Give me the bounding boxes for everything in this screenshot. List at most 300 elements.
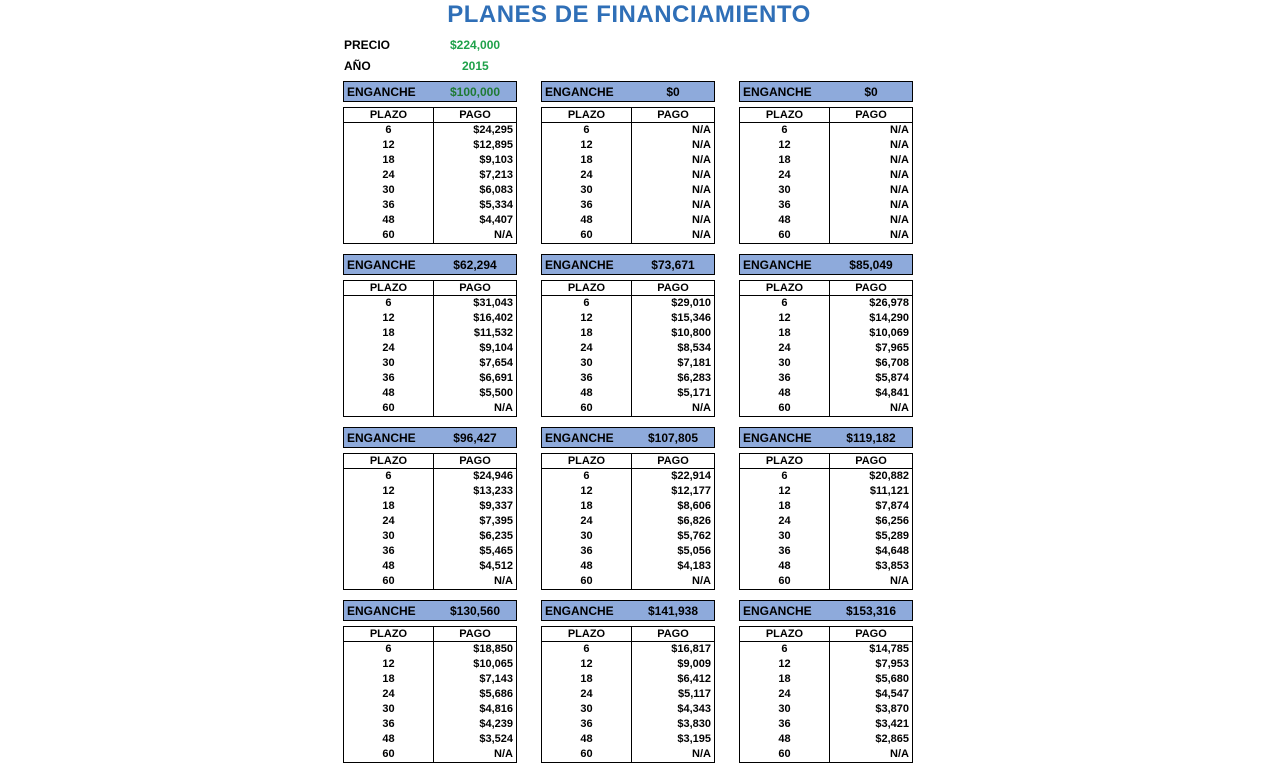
table-row <box>344 168 516 183</box>
price-value: $224,000 <box>450 38 501 52</box>
plazo-cell: 60 <box>740 747 830 762</box>
page-title: PLANES DE FINANCIAMIENTO <box>447 1 811 28</box>
pago-header: PAGO <box>855 282 887 294</box>
table-header <box>344 454 516 469</box>
table-row <box>740 386 912 401</box>
enganche-label: ENGANCHE <box>545 603 614 618</box>
enganche-label: ENGANCHE <box>743 603 812 618</box>
pago-cell: $7,654 <box>479 357 513 369</box>
plazo-cell: 36 <box>344 544 434 559</box>
table-row <box>344 732 516 747</box>
table-row <box>344 198 516 213</box>
table-header <box>542 454 714 469</box>
plazo-cell: 24 <box>344 168 434 183</box>
plazo-cell: 18 <box>344 672 434 687</box>
pago-cell: N/A <box>692 402 711 414</box>
enganche-amount: $119,182 <box>846 430 896 445</box>
table-row <box>740 356 912 371</box>
plazo-cell: 36 <box>542 198 632 213</box>
pago-cell: $31,043 <box>473 297 513 309</box>
plazo-cell: 60 <box>542 401 632 416</box>
financing-plan <box>739 254 913 417</box>
enganche-amount: $141,938 <box>647 603 699 618</box>
plazo-cell: 18 <box>740 326 830 341</box>
pago-cell: $6,708 <box>875 357 909 369</box>
plan-header <box>541 600 715 621</box>
year-label: AÑO <box>344 59 371 73</box>
plazo-cell: 48 <box>740 559 830 574</box>
pago-cell: $11,121 <box>869 485 909 497</box>
table-row <box>740 657 912 672</box>
financing-plan <box>343 427 517 590</box>
table-row <box>542 732 714 747</box>
pago-cell: N/A <box>692 199 711 211</box>
pago-cell: $9,009 <box>677 658 711 670</box>
pago-cell: $14,785 <box>869 643 909 655</box>
plazo-cell: 24 <box>542 168 632 183</box>
pago-cell: N/A <box>692 575 711 587</box>
pago-cell: $7,213 <box>479 169 513 181</box>
table-row <box>740 183 912 198</box>
plan-header <box>343 427 517 448</box>
table-row <box>740 198 912 213</box>
plazo-cell: 18 <box>344 153 434 168</box>
table-row <box>542 228 714 243</box>
financing-plan <box>541 600 715 763</box>
plazo-cell: 12 <box>344 657 434 672</box>
table-row <box>542 123 714 138</box>
pago-cell: N/A <box>890 229 909 241</box>
plazo-cell: 12 <box>740 311 830 326</box>
financing-plan <box>541 254 715 417</box>
table-row <box>542 574 714 589</box>
pago-cell: $9,337 <box>479 500 513 512</box>
table-row <box>344 371 516 386</box>
plazo-cell: 6 <box>740 296 830 311</box>
table-header <box>740 627 912 642</box>
plazo-cell: 12 <box>542 138 632 153</box>
table-row <box>542 168 714 183</box>
plazo-cell: 30 <box>542 356 632 371</box>
plazo-cell: 6 <box>542 123 632 138</box>
plazo-cell: 6 <box>344 642 434 657</box>
table-header <box>344 627 516 642</box>
plan-header <box>739 81 913 102</box>
enganche-amount: $62,294 <box>453 257 497 272</box>
plan-header <box>541 427 715 448</box>
pago-cell: $5,680 <box>875 673 909 685</box>
table-row <box>344 138 516 153</box>
table-row <box>344 702 516 717</box>
pago-cell: N/A <box>692 214 711 226</box>
table-row <box>542 499 714 514</box>
table-row <box>740 717 912 732</box>
pago-cell: $3,830 <box>677 718 711 730</box>
payment-table <box>739 626 913 763</box>
payment-table <box>739 107 913 244</box>
enganche-amount: $100,000 <box>449 84 501 99</box>
plazo-header: PLAZO <box>344 108 434 122</box>
plazo-cell: 18 <box>740 672 830 687</box>
pago-cell: $29,010 <box>671 297 711 309</box>
table-row <box>740 529 912 544</box>
table-row <box>344 544 516 559</box>
plazo-cell: 12 <box>344 138 434 153</box>
pago-cell: $20,882 <box>869 470 909 482</box>
plazo-cell: 12 <box>344 311 434 326</box>
plazo-header: PLAZO <box>344 281 434 295</box>
plazo-cell: 30 <box>740 356 830 371</box>
plazo-cell: 24 <box>344 687 434 702</box>
plazo-cell: 48 <box>344 213 434 228</box>
plazo-cell: 6 <box>740 642 830 657</box>
plazo-cell: 48 <box>740 213 830 228</box>
pago-cell: $5,874 <box>875 372 909 384</box>
table-row <box>344 529 516 544</box>
plazo-cell: 18 <box>542 326 632 341</box>
pago-cell: $5,117 <box>677 688 711 700</box>
plazo-header: PLAZO <box>542 108 632 122</box>
table-row <box>344 574 516 589</box>
pago-cell: N/A <box>890 169 909 181</box>
plazo-cell: 30 <box>542 529 632 544</box>
plan-header <box>343 254 517 275</box>
enganche-label: ENGANCHE <box>743 430 812 445</box>
table-row <box>740 484 912 499</box>
plan-header <box>343 81 517 102</box>
plazo-cell: 12 <box>542 311 632 326</box>
plazo-cell: 60 <box>740 574 830 589</box>
table-row <box>344 747 516 762</box>
plazo-cell: 60 <box>740 401 830 416</box>
table-row <box>740 138 912 153</box>
plazo-cell: 18 <box>542 672 632 687</box>
pago-cell: $6,283 <box>677 372 711 384</box>
table-header <box>344 108 516 123</box>
pago-cell: N/A <box>890 154 909 166</box>
table-row <box>542 559 714 574</box>
table-row <box>542 529 714 544</box>
plazo-cell: 30 <box>740 183 830 198</box>
plazo-cell: 24 <box>740 514 830 529</box>
pago-cell: N/A <box>494 748 513 760</box>
financing-plan <box>541 427 715 590</box>
plazo-header: PLAZO <box>542 281 632 295</box>
plazo-cell: 48 <box>740 386 830 401</box>
pago-header: PAGO <box>459 282 491 294</box>
table-row <box>740 401 912 416</box>
plazo-cell: 30 <box>344 529 434 544</box>
financing-plan <box>343 254 517 417</box>
pago-cell: $2,865 <box>875 733 909 745</box>
table-row <box>740 296 912 311</box>
table-row <box>344 559 516 574</box>
table-header <box>542 627 714 642</box>
pago-cell: N/A <box>890 184 909 196</box>
table-row <box>542 642 714 657</box>
table-row <box>542 469 714 484</box>
pago-cell: N/A <box>890 575 909 587</box>
payment-table <box>541 453 715 590</box>
table-row <box>344 672 516 687</box>
pago-header: PAGO <box>657 282 689 294</box>
enganche-amount: $0 <box>864 84 878 99</box>
plazo-cell: 30 <box>344 702 434 717</box>
table-row <box>542 213 714 228</box>
table-row <box>344 514 516 529</box>
table-row <box>344 484 516 499</box>
plazo-cell: 18 <box>542 153 632 168</box>
payment-table <box>739 453 913 590</box>
pago-cell: $26,978 <box>869 297 909 309</box>
payment-table <box>343 626 517 763</box>
pago-header: PAGO <box>855 628 887 640</box>
table-row <box>344 642 516 657</box>
payment-table <box>343 107 517 244</box>
pago-cell: $12,177 <box>671 485 711 497</box>
plazo-cell: 6 <box>542 296 632 311</box>
table-row <box>542 356 714 371</box>
plazo-cell: 60 <box>344 401 434 416</box>
table-header <box>740 108 912 123</box>
table-row <box>542 153 714 168</box>
plazo-cell: 48 <box>542 213 632 228</box>
pago-cell: $3,524 <box>479 733 513 745</box>
plazo-cell: 6 <box>542 469 632 484</box>
payment-table <box>343 280 517 417</box>
price-label: PRECIO <box>344 38 391 52</box>
payment-table <box>739 280 913 417</box>
plazo-cell: 30 <box>740 702 830 717</box>
pago-header: PAGO <box>459 109 491 121</box>
plazo-header: PLAZO <box>740 454 830 468</box>
pago-cell: N/A <box>494 229 513 241</box>
table-row <box>542 747 714 762</box>
plazo-header: PLAZO <box>542 454 632 468</box>
table-row <box>542 296 714 311</box>
pago-cell: N/A <box>692 154 711 166</box>
table-row <box>344 499 516 514</box>
plazo-header: PLAZO <box>740 281 830 295</box>
table-row <box>542 183 714 198</box>
pago-cell: N/A <box>890 402 909 414</box>
enganche-label: ENGANCHE <box>743 257 812 272</box>
pago-cell: $13,233 <box>473 485 513 497</box>
plazo-cell: 48 <box>344 732 434 747</box>
pago-cell: $16,402 <box>473 312 513 324</box>
plazo-cell: 60 <box>542 747 632 762</box>
table-row <box>344 213 516 228</box>
pago-cell: $9,104 <box>479 342 513 354</box>
plazo-cell: 6 <box>542 642 632 657</box>
plan-header <box>541 81 715 102</box>
plazo-cell: 24 <box>740 168 830 183</box>
year-value: 2015 <box>462 59 489 73</box>
pago-cell: N/A <box>890 214 909 226</box>
plazo-cell: 30 <box>344 183 434 198</box>
table-row <box>344 311 516 326</box>
table-row <box>542 401 714 416</box>
pago-cell: $6,256 <box>875 515 909 527</box>
enganche-label: ENGANCHE <box>545 430 614 445</box>
table-row <box>740 326 912 341</box>
pago-cell: N/A <box>890 748 909 760</box>
table-row <box>542 138 714 153</box>
plazo-cell: 6 <box>344 469 434 484</box>
plazo-header: PLAZO <box>344 627 434 641</box>
table-row <box>542 341 714 356</box>
plan-header <box>739 600 913 621</box>
table-row <box>740 559 912 574</box>
pago-cell: $7,965 <box>875 342 909 354</box>
plazo-cell: 36 <box>542 544 632 559</box>
plazo-cell: 12 <box>740 484 830 499</box>
plazo-cell: 12 <box>542 484 632 499</box>
table-row <box>740 123 912 138</box>
table-row <box>542 672 714 687</box>
table-row <box>542 717 714 732</box>
plazo-cell: 24 <box>542 514 632 529</box>
pago-header: PAGO <box>459 455 491 467</box>
table-row <box>740 311 912 326</box>
plan-header <box>343 600 517 621</box>
pago-header: PAGO <box>459 628 491 640</box>
pago-cell: $7,953 <box>875 658 909 670</box>
pago-cell: $3,195 <box>677 733 711 745</box>
pago-cell: $24,295 <box>473 124 513 136</box>
plan-header <box>739 254 913 275</box>
plazo-cell: 48 <box>542 559 632 574</box>
plazo-cell: 36 <box>344 371 434 386</box>
enganche-label: ENGANCHE <box>743 84 812 99</box>
pago-cell: $14,290 <box>869 312 909 324</box>
pago-header: PAGO <box>855 109 887 121</box>
pago-cell: N/A <box>890 124 909 136</box>
pago-cell: $3,421 <box>875 718 909 730</box>
table-row <box>344 153 516 168</box>
plazo-cell: 24 <box>344 341 434 356</box>
pago-cell: N/A <box>494 402 513 414</box>
table-row <box>542 702 714 717</box>
table-row <box>740 732 912 747</box>
plazo-cell: 60 <box>542 228 632 243</box>
pago-cell: $5,686 <box>479 688 513 700</box>
enganche-label: ENGANCHE <box>347 603 416 618</box>
table-row <box>740 702 912 717</box>
plan-header <box>541 254 715 275</box>
table-row <box>740 514 912 529</box>
enganche-amount: $153,316 <box>845 603 897 618</box>
table-row <box>542 484 714 499</box>
table-row <box>542 687 714 702</box>
pago-cell: $22,914 <box>671 470 711 482</box>
enganche-label: ENGANCHE <box>347 430 416 445</box>
table-row <box>542 198 714 213</box>
pago-cell: $6,691 <box>479 372 513 384</box>
pago-cell: N/A <box>692 184 711 196</box>
plazo-header: PLAZO <box>740 108 830 122</box>
enganche-amount: $85,049 <box>849 257 893 272</box>
plazo-cell: 18 <box>542 499 632 514</box>
pago-header: PAGO <box>657 628 689 640</box>
financing-plan <box>739 81 913 244</box>
table-row <box>740 341 912 356</box>
table-row <box>344 717 516 732</box>
plazo-cell: 36 <box>740 371 830 386</box>
pago-cell: $6,826 <box>677 515 711 527</box>
payment-table <box>541 280 715 417</box>
pago-cell: N/A <box>692 139 711 151</box>
table-row <box>542 386 714 401</box>
pago-cell: $10,065 <box>473 658 513 670</box>
pago-cell: $15,346 <box>671 312 711 324</box>
payment-table <box>541 626 715 763</box>
plazo-cell: 36 <box>542 717 632 732</box>
pago-cell: $4,183 <box>677 560 711 572</box>
plazo-cell: 6 <box>344 123 434 138</box>
table-row <box>542 514 714 529</box>
pago-cell: $6,083 <box>479 184 513 196</box>
plazo-cell: 24 <box>740 341 830 356</box>
payment-table <box>541 107 715 244</box>
plazo-header: PLAZO <box>542 627 632 641</box>
financing-plan <box>343 600 517 763</box>
plazo-cell: 18 <box>344 326 434 341</box>
financing-plan <box>541 81 715 244</box>
pago-cell: $5,465 <box>479 545 513 557</box>
financing-plan <box>739 427 913 590</box>
pago-cell: $4,239 <box>479 718 513 730</box>
table-row <box>344 469 516 484</box>
table-row <box>740 213 912 228</box>
plan-header <box>739 427 913 448</box>
plazo-cell: 36 <box>344 198 434 213</box>
table-row <box>344 183 516 198</box>
table-row <box>740 153 912 168</box>
table-row <box>344 356 516 371</box>
pago-cell: N/A <box>692 169 711 181</box>
table-header <box>542 108 714 123</box>
plazo-cell: 12 <box>344 484 434 499</box>
enganche-label: ENGANCHE <box>347 84 416 99</box>
pago-cell: $4,407 <box>479 214 513 226</box>
pago-cell: $5,056 <box>677 545 711 557</box>
plazo-cell: 48 <box>344 559 434 574</box>
plazo-cell: 24 <box>344 514 434 529</box>
financing-plan <box>343 81 517 244</box>
plazo-cell: 36 <box>740 544 830 559</box>
table-row <box>344 341 516 356</box>
pago-cell: $6,235 <box>479 530 513 542</box>
plazo-cell: 18 <box>344 499 434 514</box>
pago-cell: $5,500 <box>479 387 513 399</box>
table-row <box>344 401 516 416</box>
pago-cell: $8,606 <box>677 500 711 512</box>
table-row <box>344 228 516 243</box>
enganche-amount: $96,427 <box>453 430 497 445</box>
enganche-amount: $0 <box>666 84 680 99</box>
pago-cell: $6,412 <box>677 673 711 685</box>
table-row <box>740 642 912 657</box>
enganche-label: ENGANCHE <box>545 84 614 99</box>
plazo-cell: 36 <box>542 371 632 386</box>
plazo-cell: 24 <box>740 687 830 702</box>
pago-cell: $10,800 <box>671 327 711 339</box>
enganche-label: ENGANCHE <box>347 257 416 272</box>
enganche-amount: $130,560 <box>449 603 501 618</box>
pago-cell: N/A <box>692 124 711 136</box>
table-row <box>740 371 912 386</box>
